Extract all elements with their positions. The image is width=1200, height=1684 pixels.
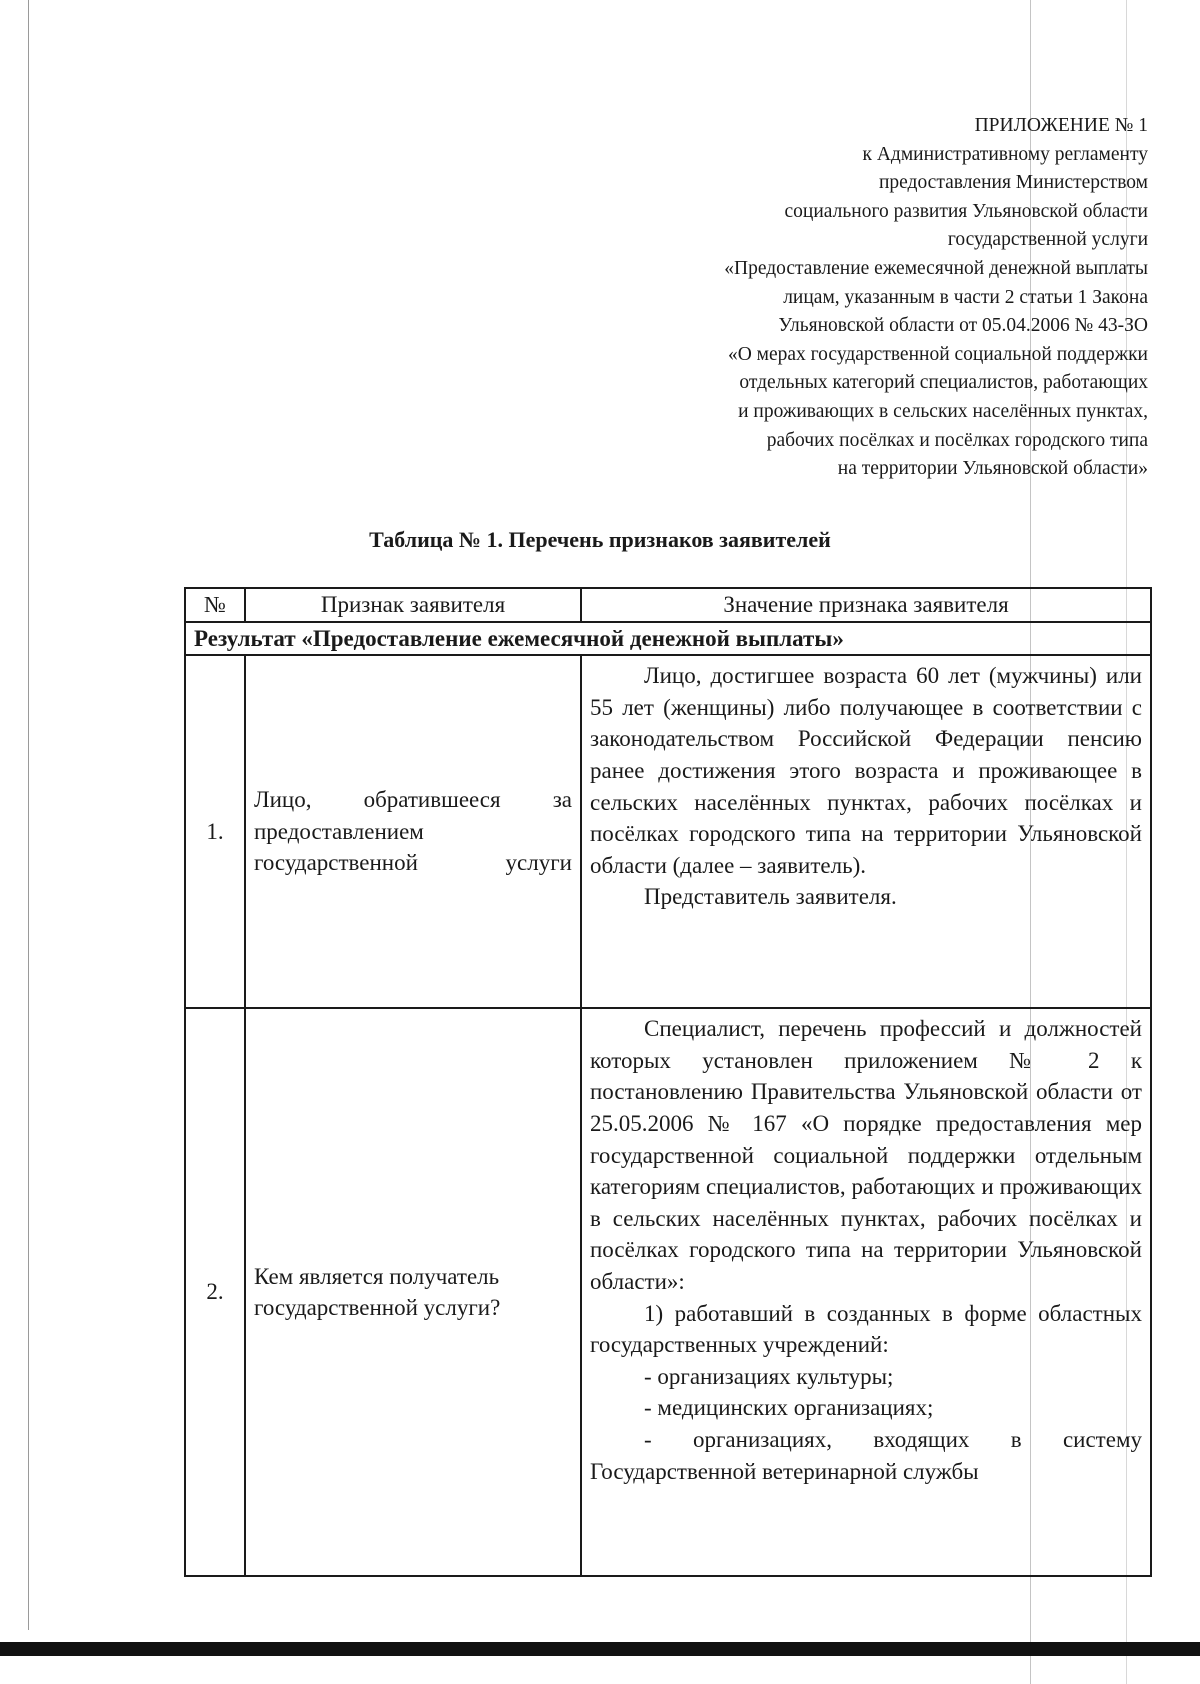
header-line: государственной услуги: [947, 229, 1148, 251]
column-header-number: №: [185, 588, 245, 622]
row-sign: [245, 655, 581, 1008]
scan-bottom-border: [0, 1642, 1200, 1656]
row-value: [581, 655, 1151, 1008]
result-title: Результат «Предоставление ежемесячной денежной выплаты»: [185, 622, 1151, 656]
row-number: 1.: [185, 655, 245, 1008]
value-paragraph: Специалист, перечень профессий и должностей которых установлен приложением № 2 к постановлению Правительства Ульяновской области от 25.05.2006 № 167 «О порядке предоставления мер государственной социальной поддержки отдельным категориям специалистов, работающих и проживающих в сельских населённых пунктах, рабочих посёлках и посёлках городского типа на территории Ульяновской области»:: [590, 1016, 1142, 1294]
value-list-item: - организациях, входящих в систему Государственной ветеринарной службы: [590, 1426, 1142, 1484]
value-list-item: - организациях культуры;: [644, 1363, 894, 1389]
header-line: «О мерах государственной социальной поддержки: [727, 343, 1148, 365]
table-row: [185, 655, 1151, 1008]
result-row: [185, 622, 1151, 656]
column-header-sign: Признак заявителя: [245, 588, 581, 622]
value-paragraph: Представитель заявителя.: [644, 884, 897, 910]
column-header-value: Значение признака заявителя: [581, 588, 1151, 622]
value-paragraph: Лицо, достигшее возраста 60 лет (мужчины) или 55 лет (женщины) либо получающее в соответствии с законодательством Российской Федерации пенсию ранее достижения этого возраста и проживающее в сельских населённых пунктах, рабочих посёлках и посёлках городского типа на территории Ульяновской области (далее – заявитель).: [590, 663, 1142, 878]
header-line: и проживающих в сельских населённых пунктах,: [738, 400, 1148, 422]
row-number: 2.: [185, 1008, 245, 1576]
header-line: лицам, указанным в части 2 статьи 1 Закона: [783, 286, 1148, 308]
appendix-header: [588, 112, 1148, 484]
value-list-item: - медицинских организациях;: [644, 1395, 934, 1421]
header-line: рабочих посёлках и посёлках городского типа: [766, 429, 1148, 451]
table-header-row: [185, 588, 1151, 622]
header-line: отдельных категорий специалистов, работающих: [739, 372, 1148, 394]
header-line: на территории Ульяновской области»: [837, 458, 1148, 480]
header-line: социального развития Ульяновской области: [784, 200, 1148, 222]
row-value: [581, 1008, 1151, 1576]
row-sign-text: Лицо, обратившееся за предоставлением государственной услуги: [254, 787, 572, 876]
header-line: «Предоставление ежемесячной денежной выплаты: [724, 257, 1148, 279]
page-edge: [28, 0, 29, 1630]
header-line: к Административному регламенту: [862, 143, 1148, 165]
header-line: ПРИЛОЖЕНИЕ № 1: [974, 115, 1148, 136]
table-row: [185, 1008, 1151, 1576]
value-paragraph: 1) работавший в созданных в форме областных государственных учреждений:: [590, 1300, 1142, 1358]
header-line: Ульяновской области от 05.04.2006 № 43-ЗО: [778, 315, 1148, 337]
header-line: предоставления Министерством: [878, 172, 1148, 194]
table-title: Таблица № 1. Перечень признаков заявителей: [369, 527, 831, 552]
row-sign: Кем является получатель государственной услуги?: [245, 1008, 581, 1576]
applicant-signs-table: [184, 587, 1152, 1577]
